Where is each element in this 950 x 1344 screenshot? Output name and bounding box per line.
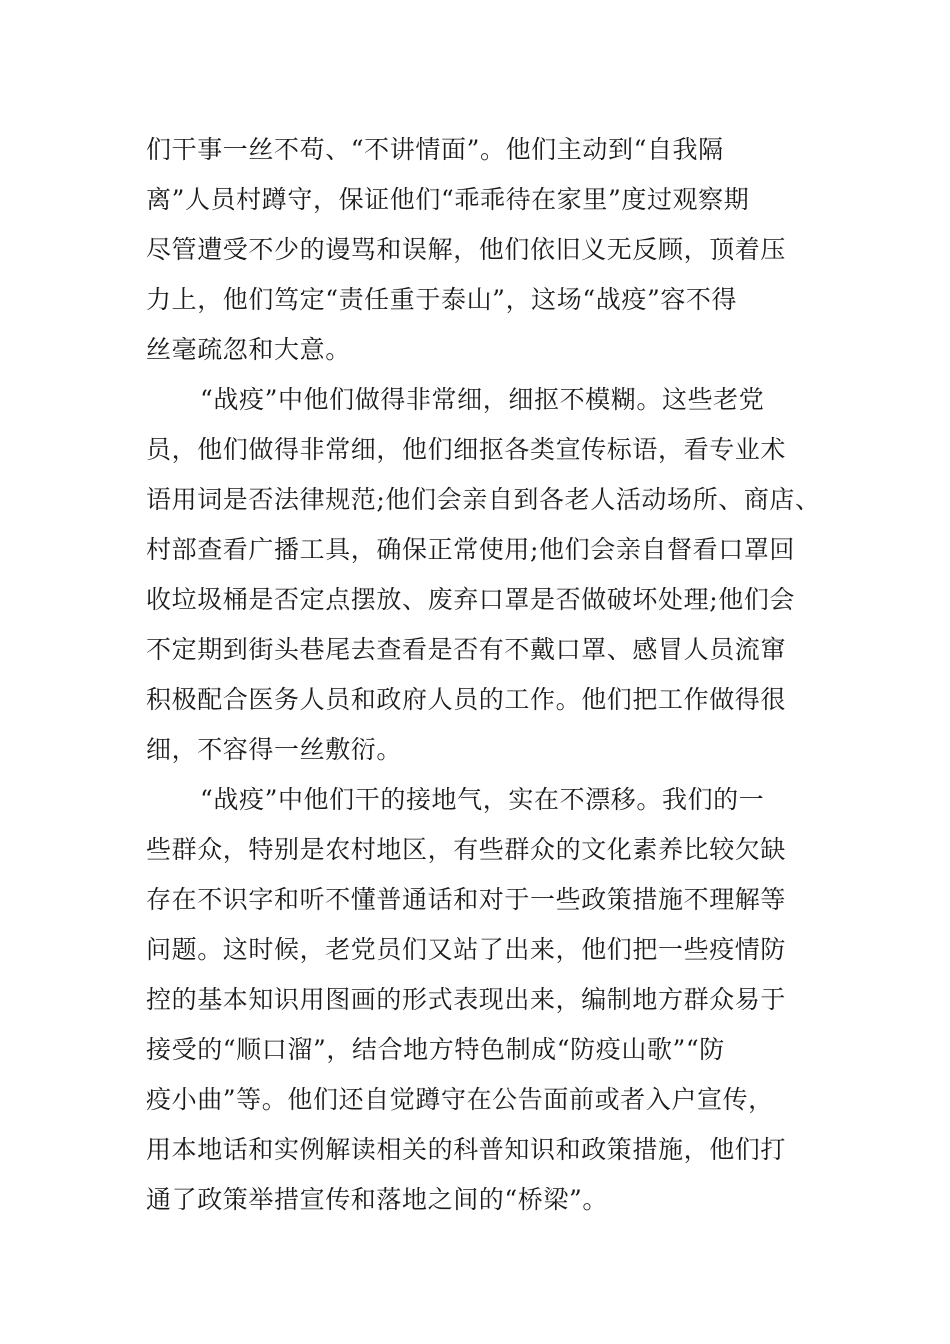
text-line: 用本地话和实例解读相关的科普知识和政策措施，他们打 (146, 1135, 787, 1164)
text-line: 丝毫疏忽和大意。 (146, 335, 351, 364)
text-line: 存在不识字和听不懂普通话和对于一些政策措施不理解等 (146, 885, 787, 914)
text-line: 通了政策举措宣传和落地之间的“桥梁”。 (146, 1185, 608, 1214)
text-line: 收垃圾桶是否定点摆放、废弃口罩是否做破坏处理;他们会 (146, 585, 796, 614)
text-line: 离”人员村蹲守，保证他们“乖乖待在家里”度过观察期 (146, 185, 750, 214)
text-line: 接受的“顺口溜”，结合地方特色制成“防疫山歌”“防 (146, 1035, 725, 1064)
text-line: 细，不容得一丝敷衍。 (146, 735, 403, 764)
text-line: 村部查看广播工具，确保正常使用;他们会亲自督看口罩回 (146, 535, 796, 564)
paragraph-first-line: “战疫”中他们做得非常细，细抠不模糊。这些老党 (200, 385, 765, 414)
text-line: 们干事一丝不苟、“不讲情面”。他们主动到“自我隔 (146, 135, 724, 164)
paragraph-first-line: “战疫”中他们干的接地气，实在不漂移。我们的一 (200, 785, 765, 814)
text-line: 控的基本知识用图画的形式表现出来，编制地方群众易于 (146, 985, 787, 1014)
text-line: 不定期到街头巷尾去查看是否有不戴口罩、感冒人员流窜 (146, 635, 787, 664)
text-line: 问题。这时候，老党员们又站了出来，他们把一些疫情防 (146, 935, 787, 964)
text-line: 疫小曲”等。他们还自觉蹲守在公告面前或者入户宣传， (146, 1085, 774, 1114)
text-line: 尽管遭受不少的谩骂和误解，他们依旧义无反顾，顶着压 (146, 235, 787, 264)
text-line: 些群众，特别是农村地区，有些群众的文化素养比较欠缺 (146, 835, 787, 864)
text-line: 积极配合医务人员和政府人员的工作。他们把工作做得很 (146, 685, 787, 714)
text-line: 语用词是否法律规范;他们会亲自到各老人活动场所、商店、 (146, 485, 821, 514)
text-line: 员，他们做得非常细，他们细抠各类宣传标语，看专业术 (146, 435, 787, 464)
text-line: 力上，他们笃定“责任重于泰山”，这场“战疫”容不得 (146, 285, 738, 314)
